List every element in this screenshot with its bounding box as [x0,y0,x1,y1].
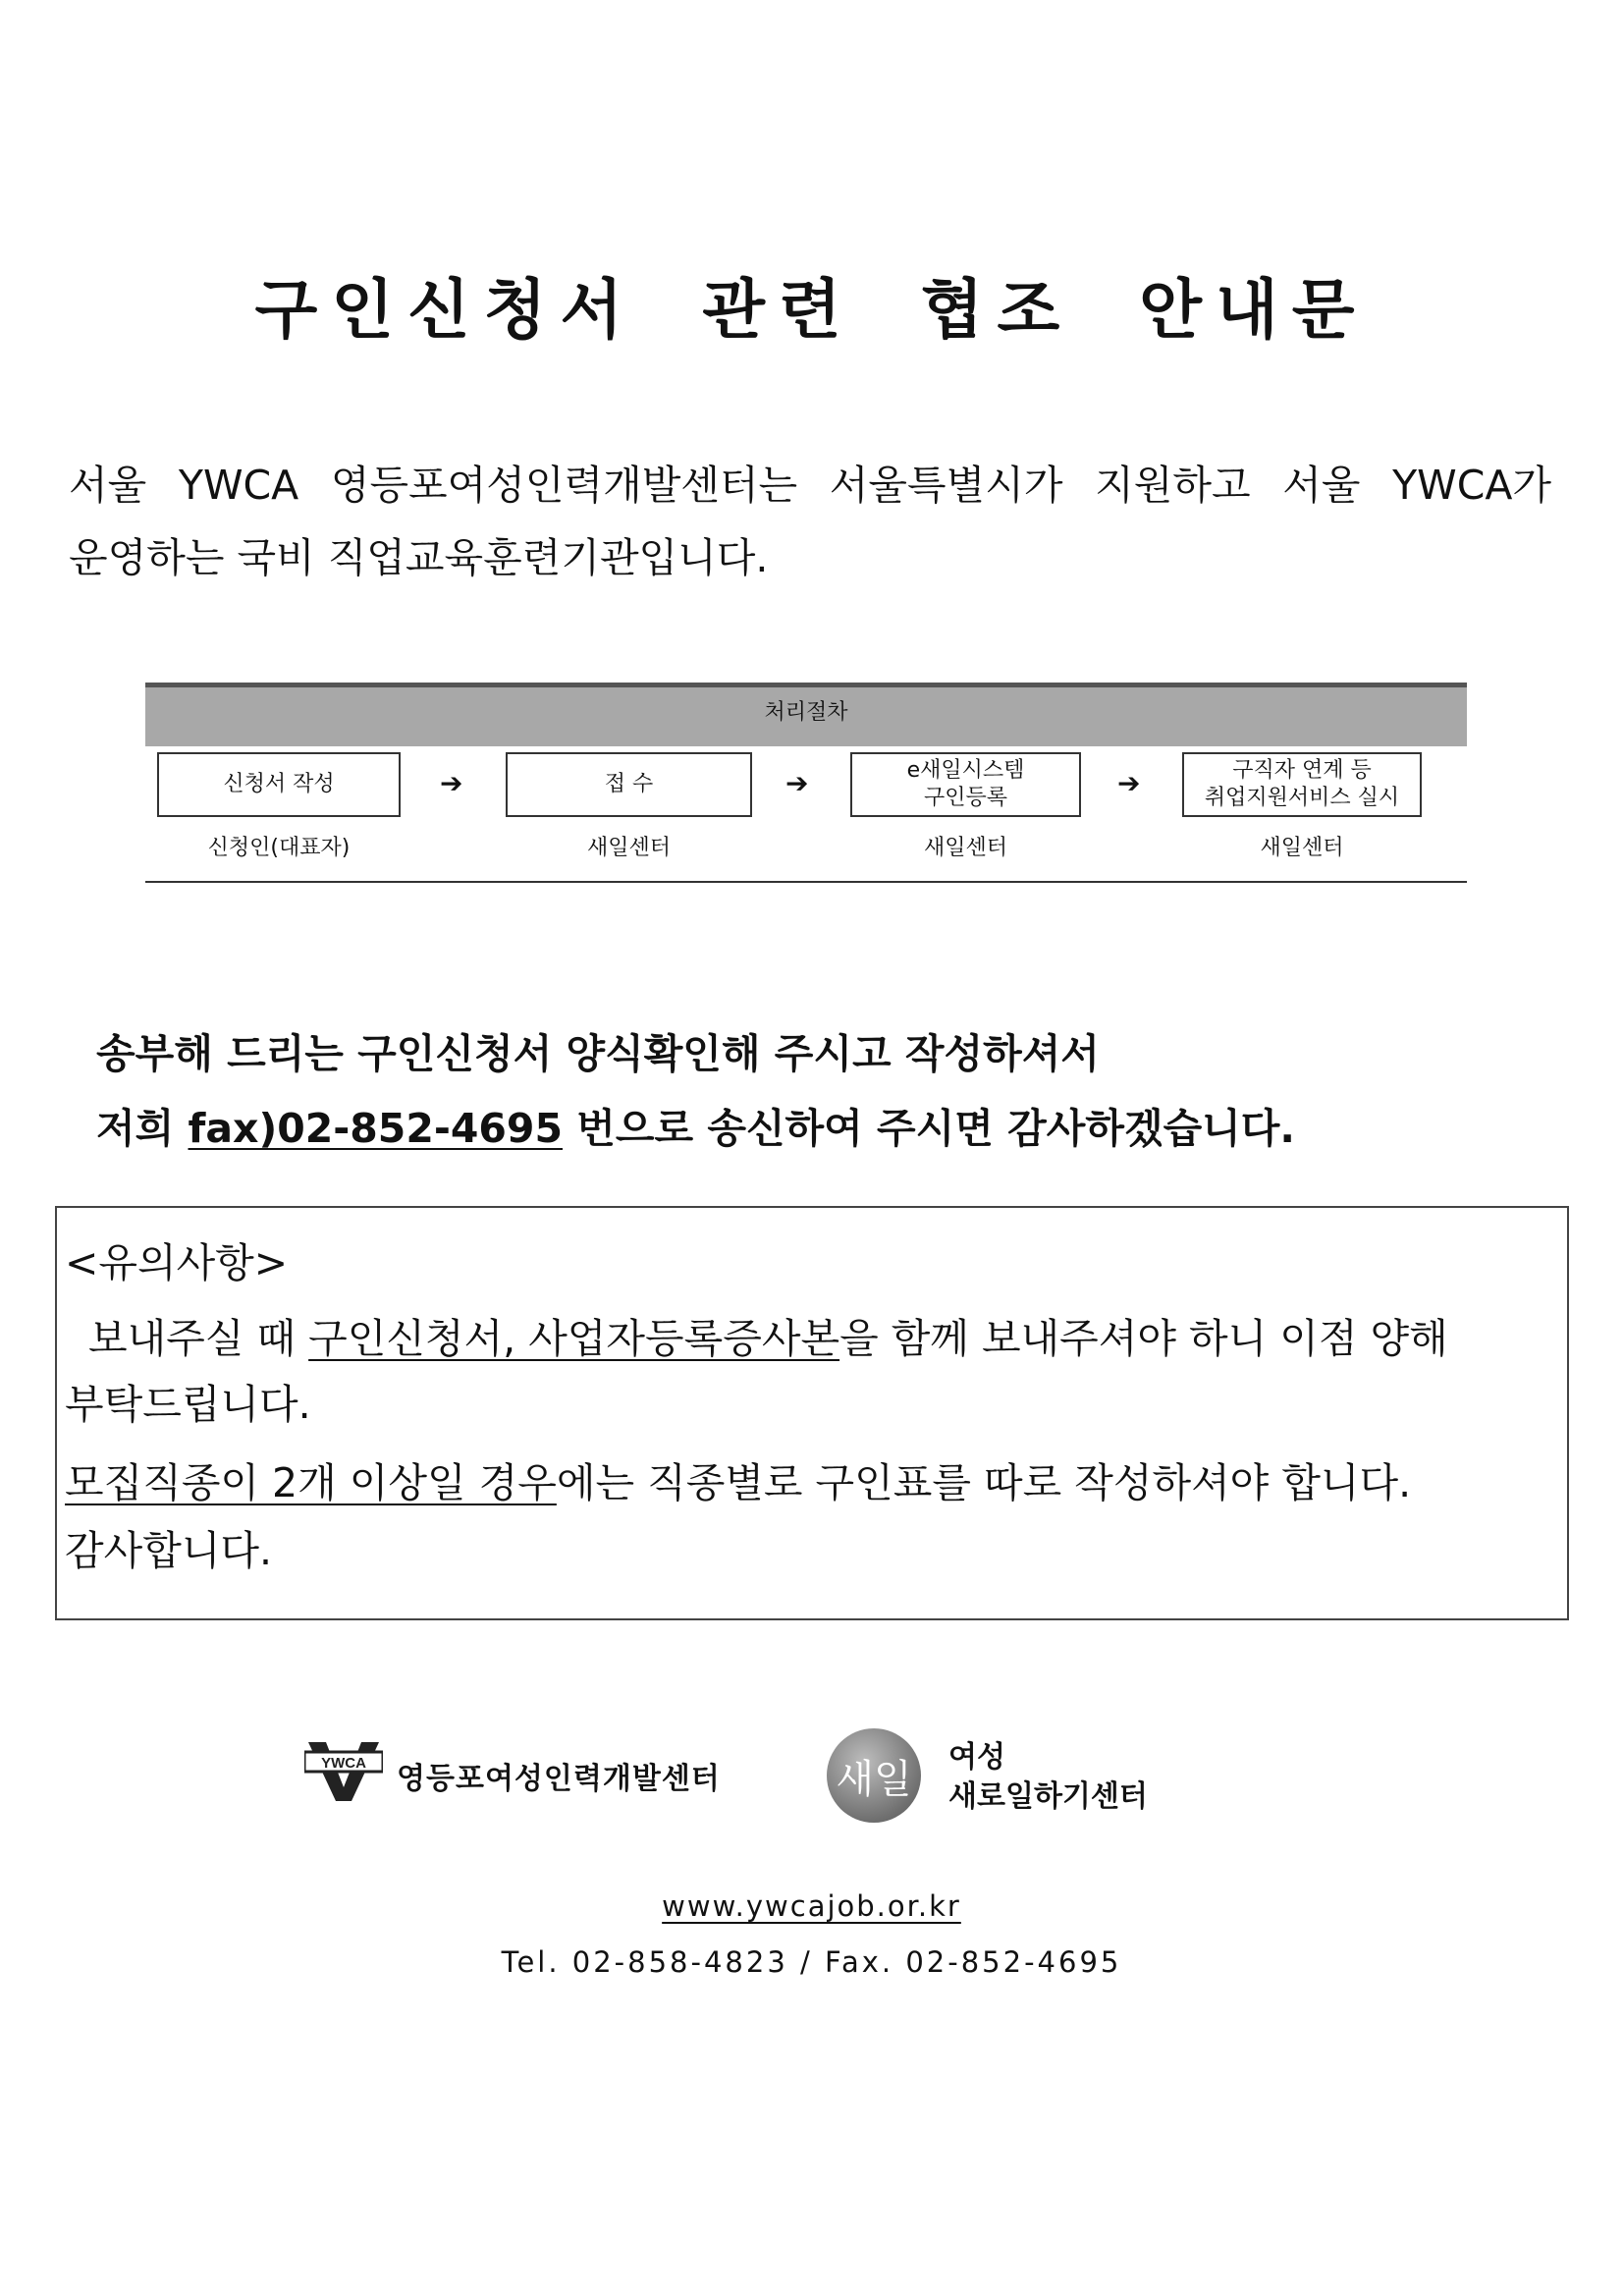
saeil-logo-text: 새일 [836,1756,912,1802]
arrow-right-icon: ➔ [1117,767,1141,799]
notice-heading: <유의사항> [65,1239,289,1286]
arrow-right-icon: ➔ [785,767,809,799]
website-link[interactable]: www.ywcajob.or.kr [662,1889,961,1923]
process-step-3-line-2: 구인등록 [923,786,1007,810]
request-line-1: 송부해 드리는 구인신청서 양식확인해 주시고 작성하셔서 [96,1030,1100,1077]
notice-multiple-jobs: 모집직종이 2개 이상일 경우 [65,1459,557,1506]
notice-line-4: 감사합니다. [65,1527,273,1574]
request-line-2-prefix: 저희 [96,1105,189,1152]
process-step-4-line-1: 구직자 연계 등 [1232,758,1372,783]
request-line-2-suffix: 번으로 송신하여 주시면 감사하겠습니다. [562,1105,1295,1152]
process-step-3-line-1: e새일시스템 [906,758,1025,783]
website [0,1889,1623,1923]
notice-line-3 [65,1450,1411,1508]
ywca-logo [304,1738,383,1803]
fax-number: fax)02-852-4695 [188,1105,563,1152]
intro-line-1: 서울 YWCA 영등포여성인력개발센터는 서울특별시가 지원하고 서울 YWCA가 [69,462,1551,509]
page-title: 구인신청서 관련 협조 안내문 [254,272,1369,348]
notice-line-2: 부탁드립니다. [65,1381,311,1428]
process-step-4 [1182,752,1422,817]
contact-info: Tel. 02-858-4823 / Fax. 02-852-4695 [501,1945,1122,1979]
process-step-2 [506,752,752,817]
intro-line-2: 운영하는 국비 직업교육훈련기관입니다. [69,534,769,581]
process-step-4-line-2: 취업지원서비스 실시 [1204,786,1400,810]
saeil-center-line-1: 여성 [948,1740,1005,1775]
saeil-logo [827,1728,921,1823]
process-bottom-rule [145,881,1467,883]
arrow-right-icon: ➔ [440,767,463,799]
notice-required-documents: 구인신청서, 사업자등록증사본 [308,1315,840,1362]
process-step-1-label: 신청서 작성 [223,772,335,796]
notice-line-1-prefix: 보내주실 때 [88,1315,309,1362]
process-step-4-actor: 새일센터 [1260,836,1344,860]
process-step-3 [850,752,1081,817]
notice-line-1-suffix: 을 함께 보내주셔야 하니 이점 양해 [839,1315,1448,1362]
ywca-logo-text: YWCA [321,1755,366,1772]
process-step-3-actor: 새일센터 [923,836,1007,860]
notice-line-3-suffix: 에는 직종별로 구인표를 따로 작성하셔야 합니다. [556,1459,1412,1506]
process-step-2-actor: 새일센터 [586,836,671,860]
process-step-1 [157,752,401,817]
notice-line-1 [88,1306,1448,1364]
process-title: 처리절차 [764,700,848,725]
process-step-1-actor: 신청인(대표자) [207,836,351,860]
saeil-center-line-2: 새로일하기센터 [948,1779,1148,1814]
process-step-2-label: 접 수 [604,772,654,796]
request-line-2 [96,1096,1295,1154]
ywca-center-name: 영등포여성인력개발센터 [397,1762,721,1796]
